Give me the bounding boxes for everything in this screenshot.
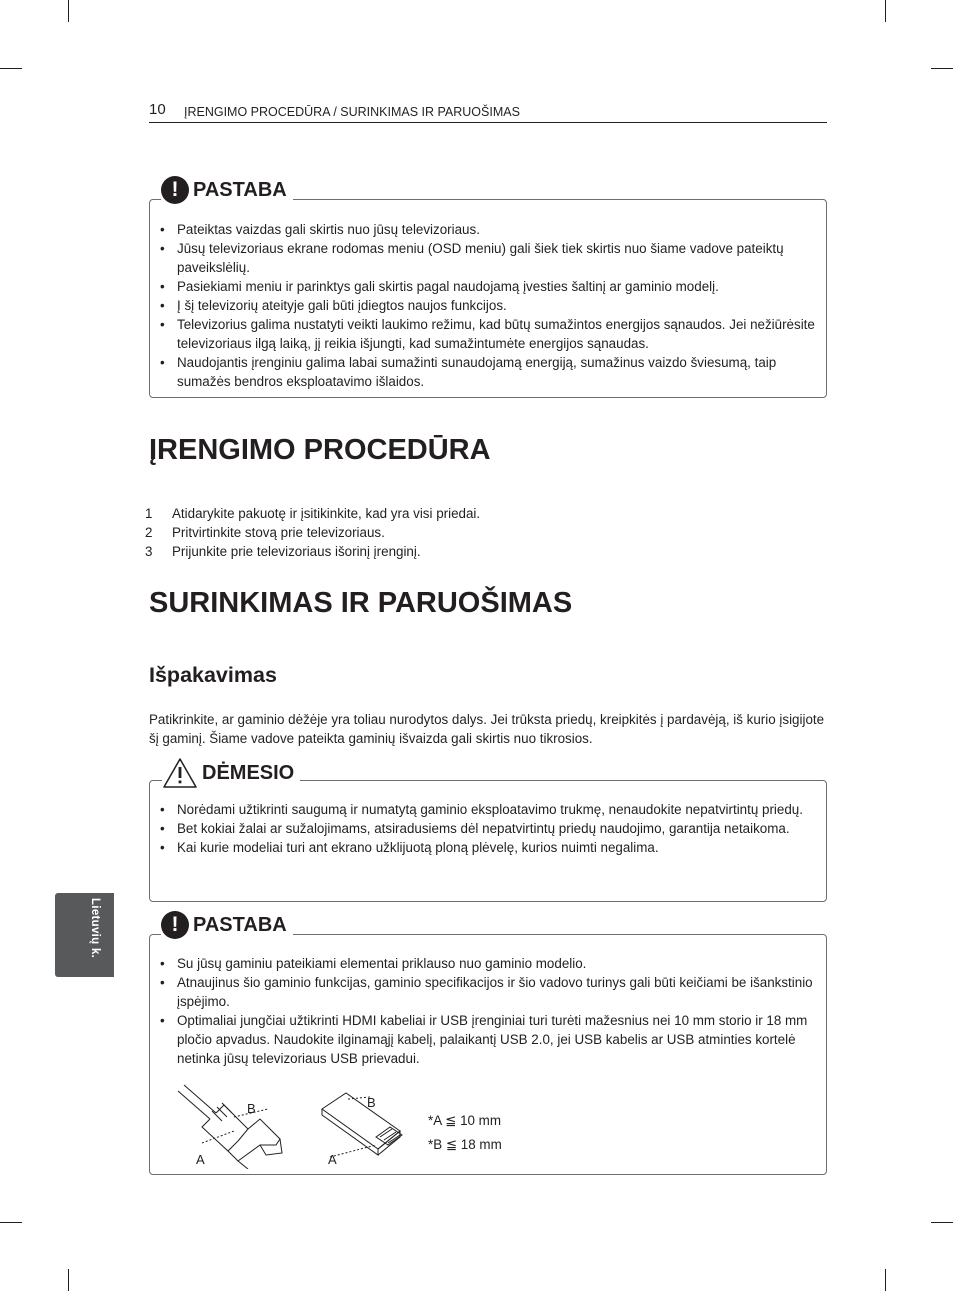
section-title-assembly: SURINKIMAS IR PARUOŠIMAS — [149, 587, 573, 619]
language-tab-label: Lietuvių k. — [89, 898, 101, 959]
section-title-installation: ĮRENGIMO PROCEDŪRA — [149, 434, 491, 466]
caution-title: DĖMESIO — [202, 762, 295, 784]
step-number: 3 — [145, 544, 153, 559]
running-head: ĮRENGIMO PROCEDŪRA / SURINKIMAS IR PARUOŠIMAS — [184, 105, 520, 119]
page-header — [149, 101, 827, 123]
step-number: 1 — [145, 506, 153, 521]
crop-mark — [68, 1269, 69, 1291]
exclamation-icon: ! — [161, 176, 189, 204]
note-box-header — [161, 176, 293, 204]
list-item: • Bet kokiai žalai ar sužalojimams, atsiradusiems dėl nepatvirtintų priedų naudojimo, garantija netaikoma. — [160, 819, 816, 838]
list-item: • Su jūsų gaminiu pateikiami elementai priklauso nuo gaminio modelio. — [160, 954, 816, 973]
list-item: • Į šį televizorių ateityje gali būti įdiegtos naujos funkcijos. — [160, 296, 816, 315]
dimension-a-limit: *A ≦ 10 mm — [428, 1113, 501, 1128]
list-item — [145, 504, 745, 523]
steps-list — [145, 504, 745, 561]
step-text: Pritvirtinkite stovą prie televizoriaus. — [172, 525, 385, 540]
dimension-label-a: A — [328, 1152, 337, 1167]
note-title: PASTABA — [193, 179, 287, 201]
exclamation-icon: ! — [161, 911, 189, 939]
dimension-b-limit: *B ≦ 18 mm — [428, 1137, 502, 1152]
dimension-legend — [428, 1109, 502, 1157]
step-text: Prijunkite prie televizoriaus išorinį įrenginį. — [172, 544, 421, 559]
page-number: 10 — [149, 101, 166, 118]
list-item — [145, 523, 745, 542]
note-list — [160, 954, 816, 1068]
list-item: • Atnaujinus šio gaminio funkcijas, gaminio specifikacijos ir šio vadovo turinys gali būti keičiami be išankstinio įspėjimo. — [160, 973, 816, 1011]
subsection-title-unpacking: Išpakavimas — [149, 663, 277, 687]
dimension-label-b: B — [247, 1101, 256, 1116]
hdmi-cable-illustration — [178, 1085, 282, 1169]
crop-mark — [0, 68, 22, 69]
caution-list — [160, 800, 816, 857]
language-side-tab — [55, 893, 114, 977]
crop-mark — [931, 68, 953, 69]
crop-mark — [68, 0, 69, 22]
dimension-label-b: B — [367, 1095, 376, 1110]
warning-icon — [162, 757, 198, 789]
list-item: • Pateiktas vaizdas gali skirtis nuo jūsų televizoriaus. — [160, 220, 816, 239]
list-item: • Naudojantis įrenginiu galima labai sumažinti sunaudojamą energiją, sumažinus vaizdo šviesumą, taip sumažės bendros eksploatavimo išlaidos. — [160, 353, 816, 391]
note-box-header — [161, 911, 293, 939]
caution-box-header — [162, 757, 300, 789]
cable-dimensions-figure — [172, 1083, 472, 1169]
list-item: • Televizorius galima nustatyti veikti laukimo režimu, kad būtų sumažintos energijos sąnaudos. Jei nežiūrėsite televizoriaus ilgą laiką, jį reikia išjungti, kad sumažintumėte energijos sąnaudas. — [160, 315, 816, 353]
unpacking-paragraph: Patikrinkite, ar gaminio dėžėje yra toliau nurodytos dalys. Jei trūksta priedų, kreipkitės į pardavėją, iš kurio įsigijote šį gaminį. Šiame vadove pateikta gaminių išvaizda gali skirtis nuo tikrosios. — [149, 712, 825, 746]
step-text: Atidarykite pakuotę ir įsitikinkite, kad yra visi priedai. — [172, 506, 481, 521]
list-item: • Norėdami užtikrinti saugumą ir numatytą gaminio eksploatavimo trukmę, nenaudokite nepatvirtintų priedų. — [160, 800, 816, 819]
note-title: PASTABA — [193, 914, 287, 936]
crop-mark — [885, 1269, 886, 1291]
crop-mark — [931, 1222, 953, 1223]
usb-stick-illustration — [322, 1093, 402, 1157]
step-number: 2 — [145, 525, 153, 540]
caution-box — [149, 762, 827, 902]
list-item: • Optimaliai jungčiai užtikrinti HDMI kabeliai ir USB įrenginiai turi turėti mažesnius nei 10 mm storio ir 18 mm pločio apvadus. Naudokite ilginamąjį kabelį, palaikantį USB 2.0, jei USB kabelis ar USB atminties kortelė netinka jūsų televizoriaus USB prievadui. — [160, 1011, 816, 1068]
note-list — [160, 220, 816, 391]
list-item: • Kai kurie modeliai turi ant ekrano užklijuotą ploną plėvelę, kurios nuimti negalima. — [160, 838, 816, 857]
list-item: • Jūsų televizoriaus ekrane rodomas meniu (OSD meniu) gali šiek tiek skirtis nuo šiame vadove pateiktų paveikslėlių. — [160, 239, 816, 277]
note-box-1 — [149, 178, 827, 398]
list-item: • Pasiekiami meniu ir parinktys gali skirtis pagal naudojamą įvesties šaltinį ar gaminio modelį. — [160, 277, 816, 296]
crop-mark — [885, 0, 886, 22]
dimension-label-a: A — [196, 1152, 205, 1167]
list-item — [145, 542, 745, 561]
crop-mark — [0, 1222, 22, 1223]
